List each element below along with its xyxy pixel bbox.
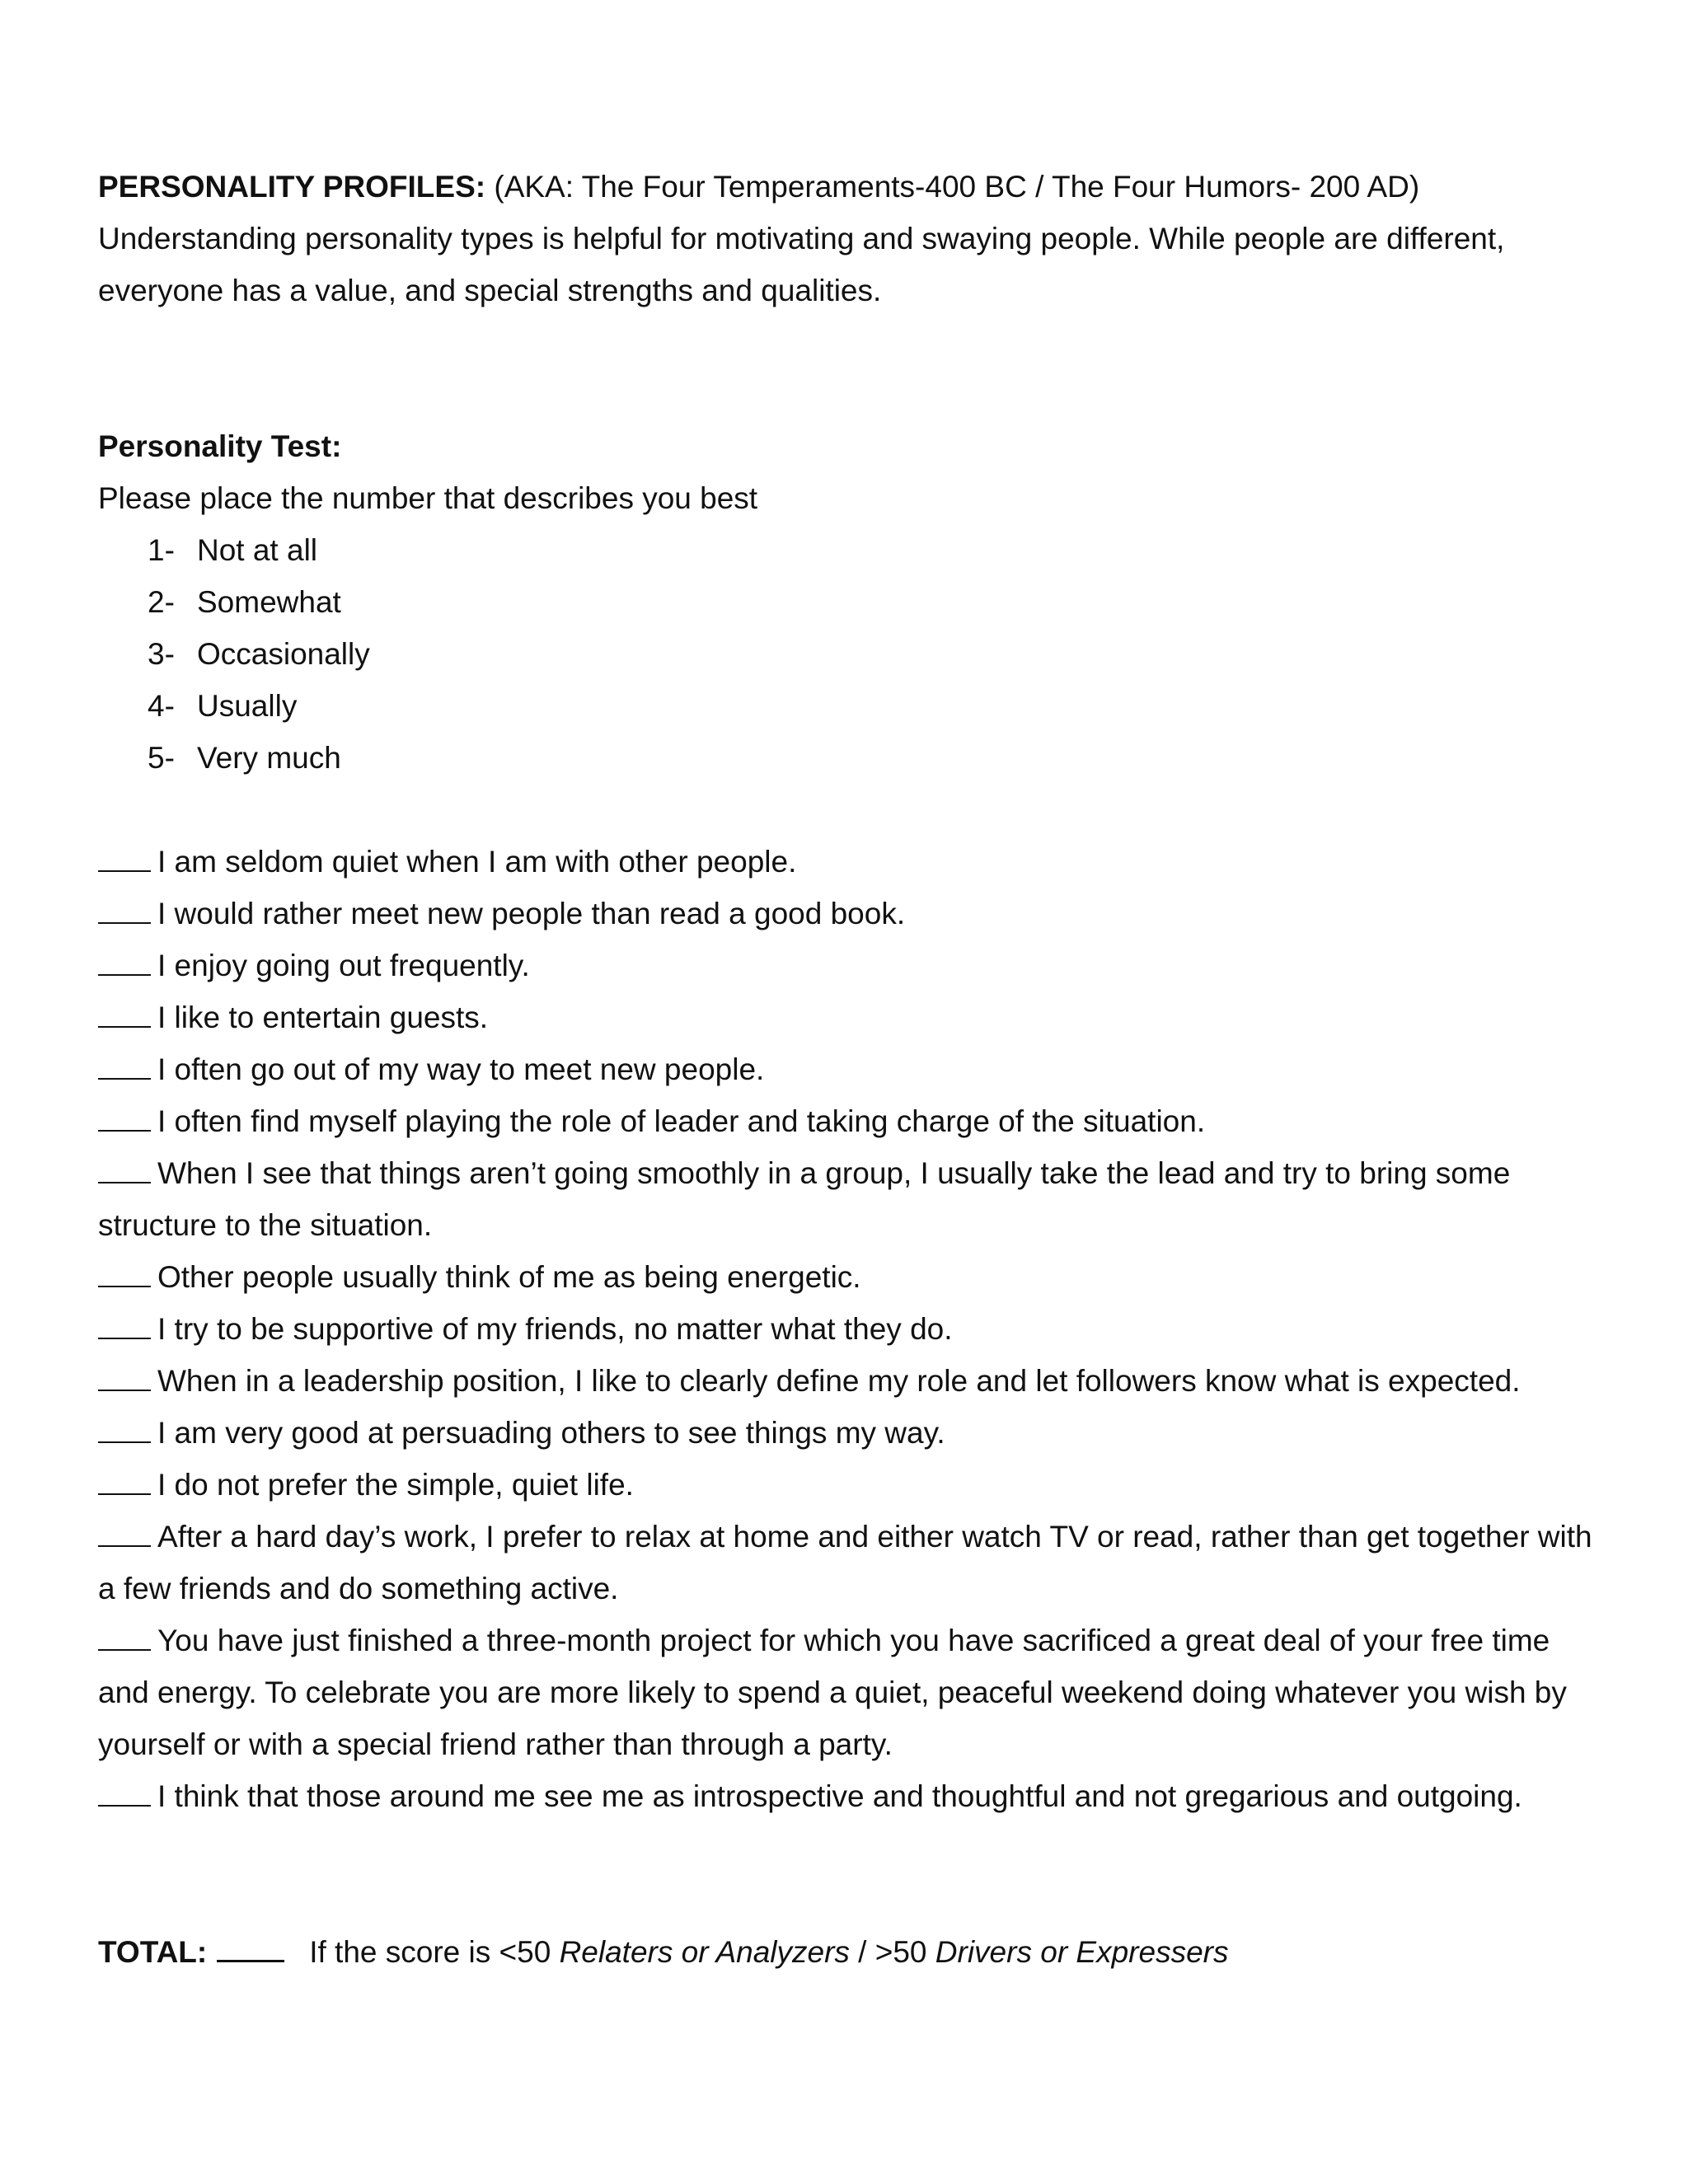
question-item: [98, 1095, 1598, 1147]
scale-item: [148, 732, 1598, 784]
question-text: When I see that things aren’t going smoothly in a group, I usually take the lead and try to bring some structure to the situation.: [98, 1156, 1511, 1242]
question-item: [98, 836, 1598, 888]
answer-blank[interactable]: [98, 1521, 151, 1547]
question-item: [98, 1043, 1598, 1095]
question-item: [98, 1407, 1598, 1459]
answer-blank[interactable]: [98, 1053, 151, 1080]
total-blank[interactable]: [217, 1935, 284, 1962]
question-item: [98, 991, 1598, 1043]
answer-blank[interactable]: [98, 1157, 151, 1183]
question-item: [98, 1459, 1598, 1511]
question-list: [98, 836, 1598, 1822]
answer-blank[interactable]: [98, 1261, 151, 1287]
scale-label: Very much: [197, 741, 341, 775]
header-line: [98, 161, 1598, 213]
score-rule-prefix: If the score is <50: [309, 1935, 560, 1969]
question-text: I enjoy going out frequently.: [157, 949, 530, 982]
question-text: I often go out of my way to meet new people.: [157, 1052, 765, 1086]
scale-number: 1-: [148, 533, 175, 567]
question-text: When in a leadership position, I like to clearly define my role and let followers know what is expected.: [157, 1364, 1521, 1398]
rating-scale: [98, 524, 1598, 784]
question-text: I do not prefer the simple, quiet life.: [157, 1468, 634, 1502]
scale-number: 2-: [148, 585, 175, 619]
scale-number: 5-: [148, 741, 175, 775]
test-instruction: Please place the number that describes you best: [98, 481, 758, 515]
test-heading: Personality Test:: [98, 429, 342, 463]
spacer: [98, 316, 1598, 420]
answer-blank[interactable]: [98, 1313, 151, 1339]
answer-blank[interactable]: [98, 1469, 151, 1495]
answer-blank[interactable]: [98, 1780, 151, 1807]
question-text: I like to entertain guests.: [157, 1001, 489, 1034]
low-score-group: Relaters or Analyzers: [559, 1935, 850, 1969]
scale-item: [148, 524, 1598, 576]
total-row: [98, 1926, 1598, 1978]
scale-label: Not at all: [197, 533, 318, 567]
question-item: [98, 1147, 1598, 1251]
page-title: PERSONALITY PROFILES:: [98, 170, 486, 204]
scale-number: 3-: [148, 637, 175, 671]
answer-blank[interactable]: [98, 846, 151, 872]
document-page: [98, 161, 1598, 1978]
title-note: (AKA: The Four Temperaments-400 BC / The Four Humors- 200 AD): [494, 170, 1420, 204]
scale-number: 4-: [148, 689, 175, 723]
question-item: [98, 1355, 1598, 1407]
question-text: After a hard day’s work, I prefer to relax at home and either watch TV or read, rather than get together with a few friends and do something active.: [98, 1520, 1592, 1605]
scale-label: Usually: [197, 689, 298, 723]
answer-blank[interactable]: [98, 1624, 151, 1651]
scale-label: Occasionally: [197, 637, 370, 671]
answer-blank[interactable]: [98, 1365, 151, 1391]
question-text: I am very good at persuading others to see things my way.: [157, 1416, 945, 1450]
question-text: Other people usually think of me as being energetic.: [157, 1260, 861, 1294]
question-text: I think that those around me see me as introspective and thoughtful and not gregarious and outgoing.: [157, 1779, 1522, 1813]
spacer: [98, 1822, 1598, 1926]
question-item: [98, 1511, 1598, 1615]
question-text: I would rather meet new people than read a good book.: [157, 897, 906, 930]
answer-blank[interactable]: [98, 898, 151, 924]
total-label: TOTAL:: [98, 1935, 208, 1969]
question-item: [98, 1615, 1598, 1770]
answer-blank[interactable]: [98, 1105, 151, 1132]
question-text: I am seldom quiet when I am with other people.: [157, 845, 797, 879]
score-rule: [309, 1926, 1228, 1978]
answer-blank[interactable]: [98, 1417, 151, 1443]
question-item: [98, 1770, 1598, 1822]
scale-item: [148, 628, 1598, 680]
scale-item: [148, 680, 1598, 732]
question-item: [98, 1251, 1598, 1303]
spacer: [98, 784, 1598, 836]
high-score-group: Drivers or Expressers: [935, 1935, 1229, 1969]
scale-item: [148, 576, 1598, 628]
question-item: [98, 940, 1598, 991]
question-item: [98, 1303, 1598, 1355]
question-text: You have just finished a three-month project for which you have sacrificed a great deal of your free time and energy. To celebrate you are more likely to spend a quiet, peaceful weekend doing whatever you wish by yourself or with a special friend rather than through a party.: [98, 1624, 1567, 1761]
score-rule-separator: / >50: [849, 1935, 935, 1969]
question-item: [98, 888, 1598, 940]
question-text: I often find myself playing the role of leader and taking charge of the situation.: [157, 1104, 1206, 1138]
question-text: I try to be supportive of my friends, no matter what they do.: [157, 1312, 953, 1346]
scale-label: Somewhat: [197, 585, 341, 619]
answer-blank[interactable]: [98, 949, 151, 976]
answer-blank[interactable]: [98, 1001, 151, 1028]
intro-paragraph: Understanding personality types is helpful for motivating and swaying people. While people are different, everyone has a value, and special strengths and qualities.: [98, 222, 1505, 307]
